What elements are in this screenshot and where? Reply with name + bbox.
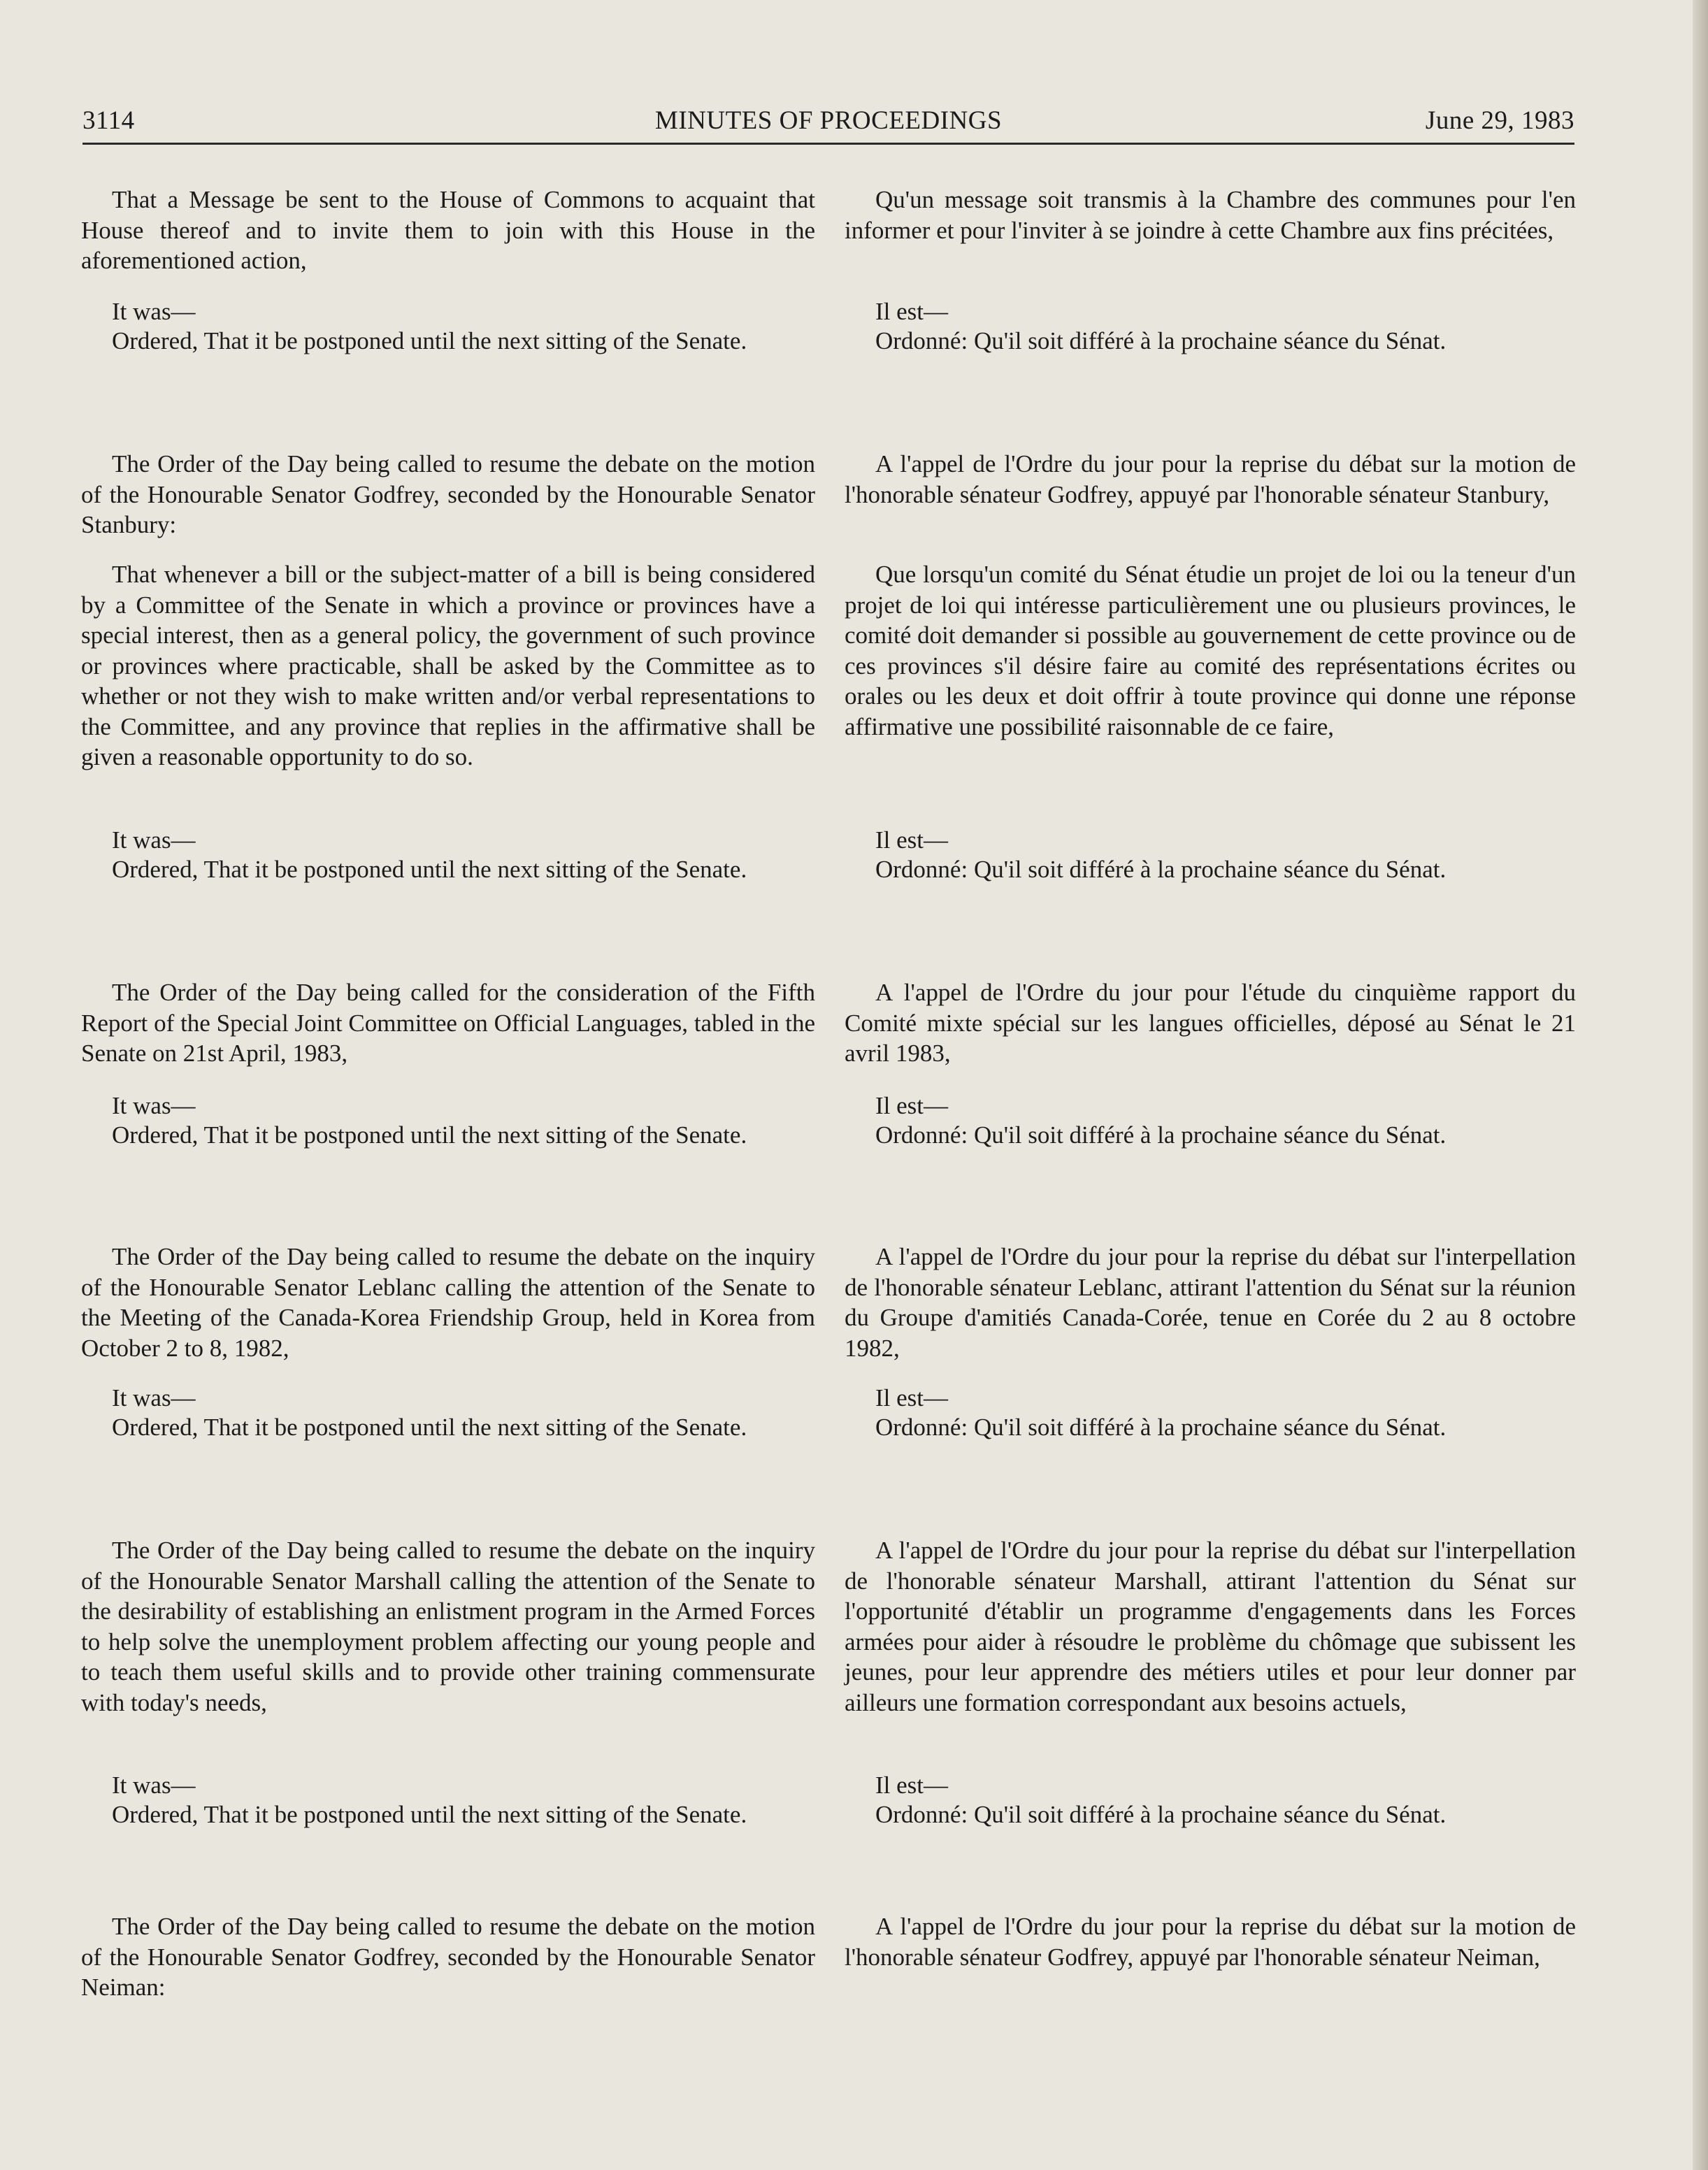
ordonne-differe: Ordonné: Qu'il soit différé à la prochaine séance du Sénat. — [875, 327, 1447, 354]
order-godfrey-neiman: A l'appel de l'Ordre du jour pour la reprise du débat sur la motion de l'honorable sénateur Godfrey, appuyé par l'honorable sénateur Neiman, — [845, 1913, 1576, 1971]
il-est: Il est— — [875, 298, 949, 325]
it-was: It was— — [112, 1092, 196, 1119]
order-godfrey-stanbury: A l'appel de l'Ordre du jour pour la reprise du débat sur la motion de l'honorable sénateur Godfrey, appuyé par l'honorable sénateur Stanbury, — [845, 450, 1576, 508]
ordered-postponed: Ordered, That it be postponed until the next sitting of the Senate. — [112, 1121, 747, 1149]
ordered-postponed: Ordered, That it be postponed until the next sitting of the Senate. — [112, 1801, 747, 1828]
order-leblanc: The Order of the Day being called to resume the debate on the inquiry of the Honourable Senator Leblanc calling the attention of the Senate to the Meeting of the Canada-Korea Friendship Group, held in Korea from October 2 to 8, 1982, — [81, 1243, 815, 1362]
message-paragraph: Qu'un message soit transmis à la Chambre des communes pour l'en informer et pour l'inviter à se joindre à cette Chambre aux fins précitées, — [845, 186, 1576, 244]
it-was: It was— — [112, 298, 196, 325]
page-number: 3114 — [82, 106, 135, 135]
order-leblanc: A l'appel de l'Ordre du jour pour la reprise du débat sur l'interpellation de l'honorable sénateur Leblanc, attirant l'attention du Sénat sur la réunion du Groupe d'amitiés Canada-Corée, tenue en Corée du 2 au 8 octobre 1982, — [845, 1243, 1576, 1362]
ordered-postponed: Ordered, That it be postponed until the next sitting of the Senate. — [112, 856, 747, 883]
message-paragraph: That a Message be sent to the House of Commons to acquaint that House thereof and to invite them to join with this House in the aforementioned action, — [81, 186, 815, 274]
motion-paragraph: That whenever a bill or the subject-matter of a bill is being considered by a Committee of the Senate in which a province or provinces have a special interest, then as a general policy, the government of such province or provinces where practicable, shall be asked by the Committee as to whether or not they wish to make written and/or verbal representations to the Committee, and any province that replies in the affirmative shall be given a reasonable opportunity to do so. — [81, 561, 815, 770]
il-est: Il est— — [875, 1772, 949, 1799]
order-godfrey-stanbury: The Order of the Day being called to resume the debate on the motion of the Honourable Senator Godfrey, seconded by the Honourable Senator Stanbury: — [81, 450, 815, 538]
it-was: It was— — [112, 1772, 196, 1799]
page-date: June 29, 1983 — [1425, 106, 1574, 135]
order-fifth-report: A l'appel de l'Ordre du jour pour l'étude du cinquième rapport du Comité mixte spécial sur les langues officielles, déposé au Sénat le 21 avril 1983, — [845, 979, 1576, 1067]
ordonne-differe: Ordonné: Qu'il soit différé à la prochaine séance du Sénat. — [875, 1414, 1447, 1441]
it-was: It was— — [112, 1384, 196, 1411]
il-est: Il est— — [875, 1092, 949, 1119]
page-edge — [1693, 0, 1708, 2170]
order-godfrey-neiman: The Order of the Day being called to resume the debate on the motion of the Honourable Senator Godfrey, seconded by the Honourable Senator Neiman: — [81, 1913, 815, 2001]
il-est: Il est— — [875, 1384, 949, 1411]
ordonne-differe: Ordonné: Qu'il soit différé à la prochaine séance du Sénat. — [875, 1801, 1447, 1828]
ordered-postponed: Ordered, That it be postponed until the next sitting of the Senate. — [112, 1414, 747, 1441]
motion-paragraph: Que lorsqu'un comité du Sénat étudie un projet de loi ou la teneur d'un projet de loi qui intéresse particulièrement une ou plusieurs provinces, le comité doit demander si possible au gouvernement de cette province ou de ces provinces s'il désire faire au comité des représentations écrites ou orales ou les deux et doit offrir à toute province qui donne une réponse affirmative une possibilité raisonnable de ce faire, — [845, 561, 1576, 740]
ordonne-differe: Ordonné: Qu'il soit différé à la prochaine séance du Sénat. — [875, 1121, 1447, 1149]
it-was: It was— — [112, 826, 196, 854]
ordered-postponed: Ordered, That it be postponed until the next sitting of the Senate. — [112, 327, 747, 354]
page-title: MINUTES OF PROCEEDINGS — [654, 106, 1003, 135]
il-est: Il est— — [875, 826, 949, 854]
order-fifth-report: The Order of the Day being called for the consideration of the Fifth Report of the Special Joint Committee on Official Languages, tabled in the Senate on 21st April, 1983, — [81, 979, 815, 1067]
ordonne-differe: Ordonné: Qu'il soit différé à la prochaine séance du Sénat. — [875, 856, 1447, 883]
order-marshall: The Order of the Day being called to resume the debate on the inquiry of the Honourable Senator Marshall calling the attention of the Senate to the desirability of establishing an enlistment program in the Armed Forces to help solve the unemployment problem affecting our young people and to teach them useful skills and to provide other training commensurate with today's needs, — [81, 1537, 815, 1716]
running-header — [82, 103, 1574, 145]
order-marshall: A l'appel de l'Ordre du jour pour la reprise du débat sur l'interpellation de l'honorable sénateur Marshall, attirant l'attention du Sénat sur l'opportunité d'établir un programme d'engagements dans les Forces armées pour aider à résoudre le problème du chômage que subissent les jeunes, pour leur apprendre des métiers utiles et pour leur donner par ailleurs une formation correspondant aux besoins actuels, — [845, 1537, 1576, 1716]
